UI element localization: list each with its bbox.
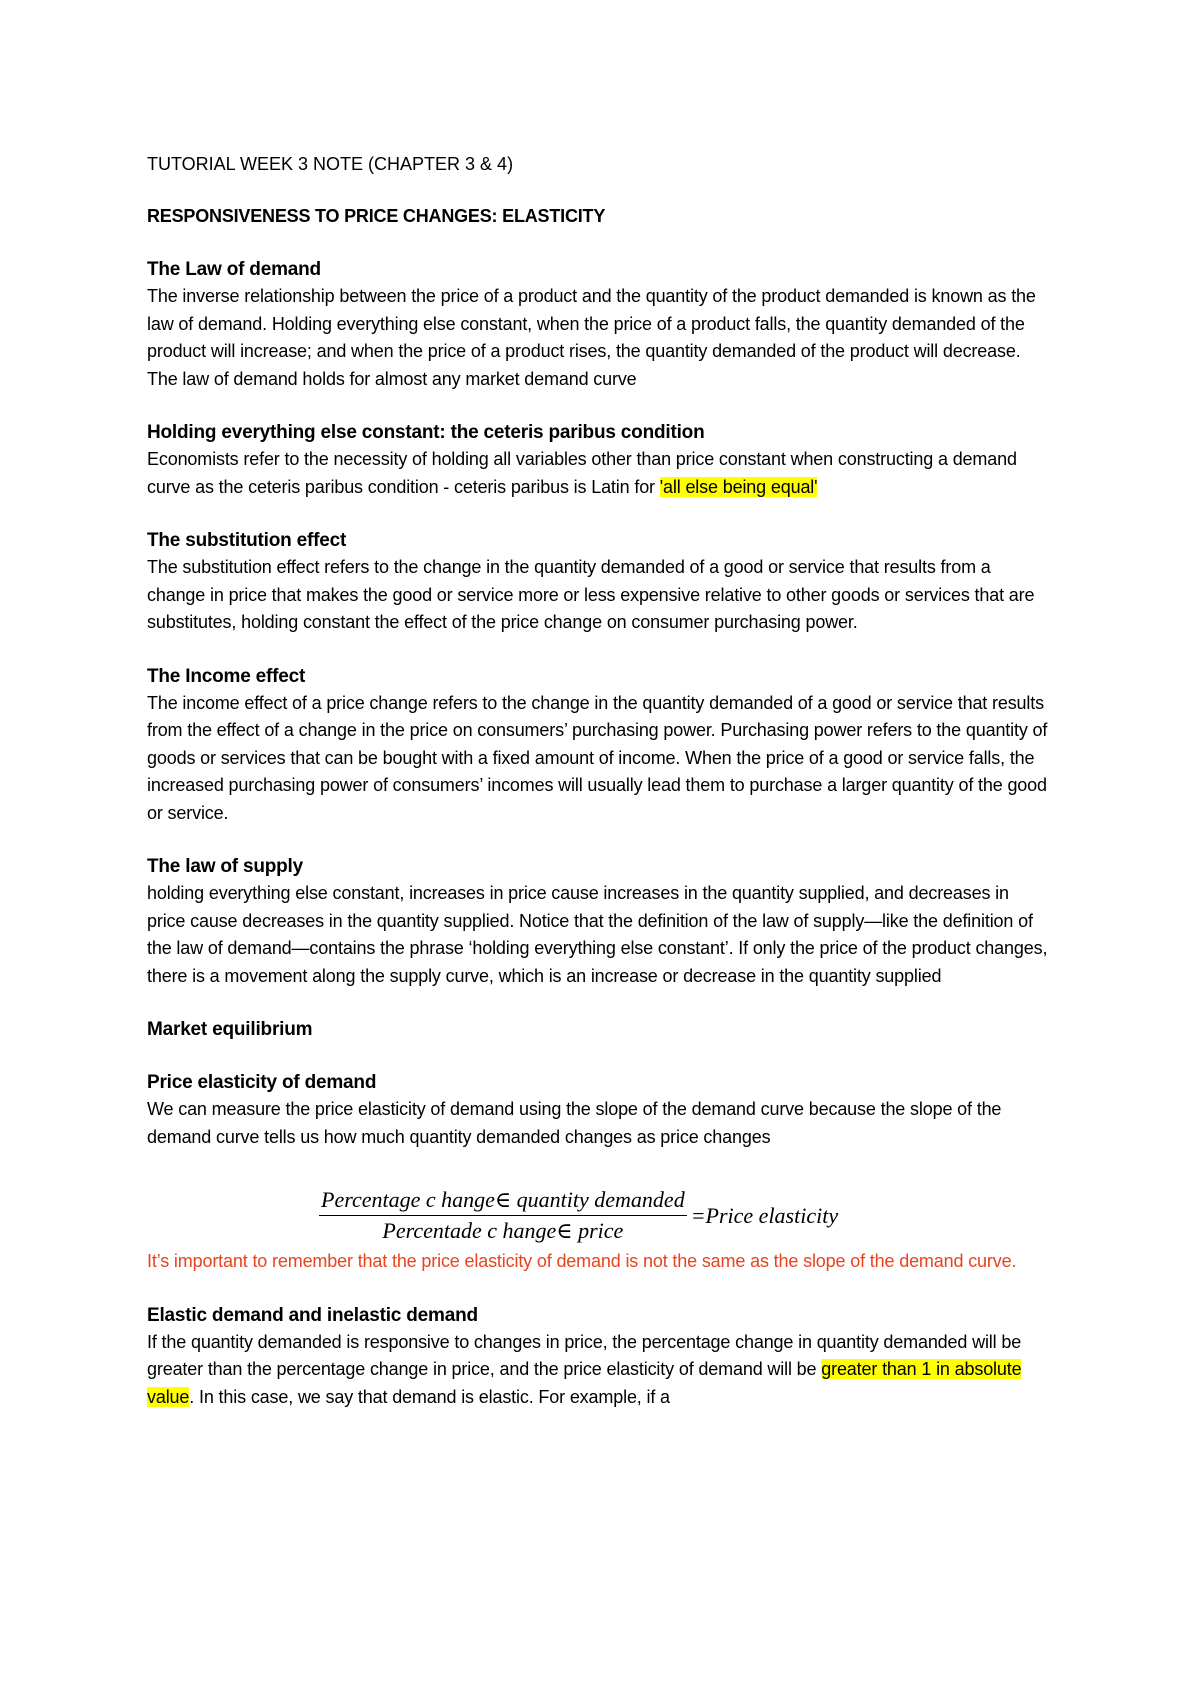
section-price-elasticity	[147, 1069, 1050, 1276]
elasticity-formula	[319, 1187, 1050, 1244]
warning-note: It’s important to remember that the price elasticity of demand is not the same as the slope of the demand curve.	[147, 1251, 1017, 1271]
section-substitution-effect	[147, 527, 1050, 637]
highlighted-text: greater than 1 in absolute value	[147, 1359, 1022, 1407]
formula-fraction	[319, 1187, 687, 1244]
highlighted-text: 'all else being equal'	[659, 476, 818, 497]
section-elastic-inelastic	[147, 1302, 1050, 1412]
section-text	[147, 446, 1050, 501]
section-heading: Price elasticity of demand	[147, 1072, 377, 1093]
section-law-of-demand	[147, 256, 1050, 393]
text-run: If the quantity demanded is responsive to changes in price, the percentage change in quantity demanded will be greater than the percentage change in price, and the price elasticity of demand will be	[147, 1331, 1022, 1379]
document-title: TUTORIAL WEEK 3 NOTE (CHAPTER 3 & 4)	[147, 154, 514, 174]
section-heading: The substitution effect	[147, 530, 347, 551]
main-heading: RESPONSIVENESS TO PRICE CHANGES: ELASTICITY	[147, 206, 606, 226]
formula-denominator: Percentade c hange∈ price	[382, 1218, 624, 1243]
text-run: . In this case, we say that demand is elastic. For example, if a	[189, 1386, 670, 1407]
section-text: We can measure the price elasticity of demand using the slope of the demand curve because the slope of the demand curve tells us how much quantity demanded changes as price changes	[147, 1099, 1002, 1147]
section-heading: Elastic demand and inelastic demand	[147, 1304, 478, 1326]
formula-result: =Price elasticity	[690, 1202, 839, 1228]
section-heading: The law of supply	[147, 856, 304, 877]
section-text: The substitution effect refers to the change in the quantity demanded of a good or service that results from a change in price that makes the good or service more or less expensive relative to other goods or services that are substitutes, holding constant the effect of the price change on consumer purchasing power.	[147, 557, 1035, 632]
section-text: The income effect of a price change refers to the change in the quantity demanded of a good or service that results from the effect of a change in the price on consumers’ purchasing power. Purchasing power refers to the quantity of goods or services that can be bought with a fixed amount of income. When the price of a good or service falls, the increased purchasing power of consumers’ incomes will usually lead them to purchase a larger quantity of the good or service.	[147, 692, 1048, 823]
section-ceteris-paribus	[147, 419, 1050, 501]
section-heading: The Income effect	[147, 665, 306, 687]
text-run: Economists refer to the necessity of holding all variables other than price constant when constructing a demand curve as the ceteris paribus condition - ceteris paribus is Latin for	[147, 449, 1017, 497]
formula-numerator: Percentage c hange∈ quantity demanded	[319, 1187, 687, 1216]
section-text: holding everything else constant, increases in price cause increases in the quantity supplied, and decreases in price cause decreases in the quantity supplied. Notice that the definition of the law of supply—like the definition of the law of demand—contains the phrase ‘holding everything else constant’. If only the price of the product changes, there is a movement along the supply curve, which is an increase or decrease in the quantity supplied	[147, 883, 1048, 986]
section-heading: Holding everything else constant: the ceteris paribus condition	[147, 422, 705, 443]
section-text	[147, 1329, 1050, 1412]
section-law-of-supply	[147, 853, 1050, 990]
section-market-equilibrium	[147, 1016, 1050, 1043]
section-heading: Market equilibrium	[147, 1019, 313, 1040]
section-text: The inverse relationship between the price of a product and the quantity of the product demanded is known as the law of demand. Holding everything else constant, when the price of a product falls, the quantity demanded of the product will increase; and when the price of a product rises, the quantity demanded of the product will decrease. The law of demand holds for almost any market demand curve	[147, 286, 1036, 389]
section-income-effect	[147, 663, 1050, 828]
section-heading: The Law of demand	[147, 259, 321, 280]
